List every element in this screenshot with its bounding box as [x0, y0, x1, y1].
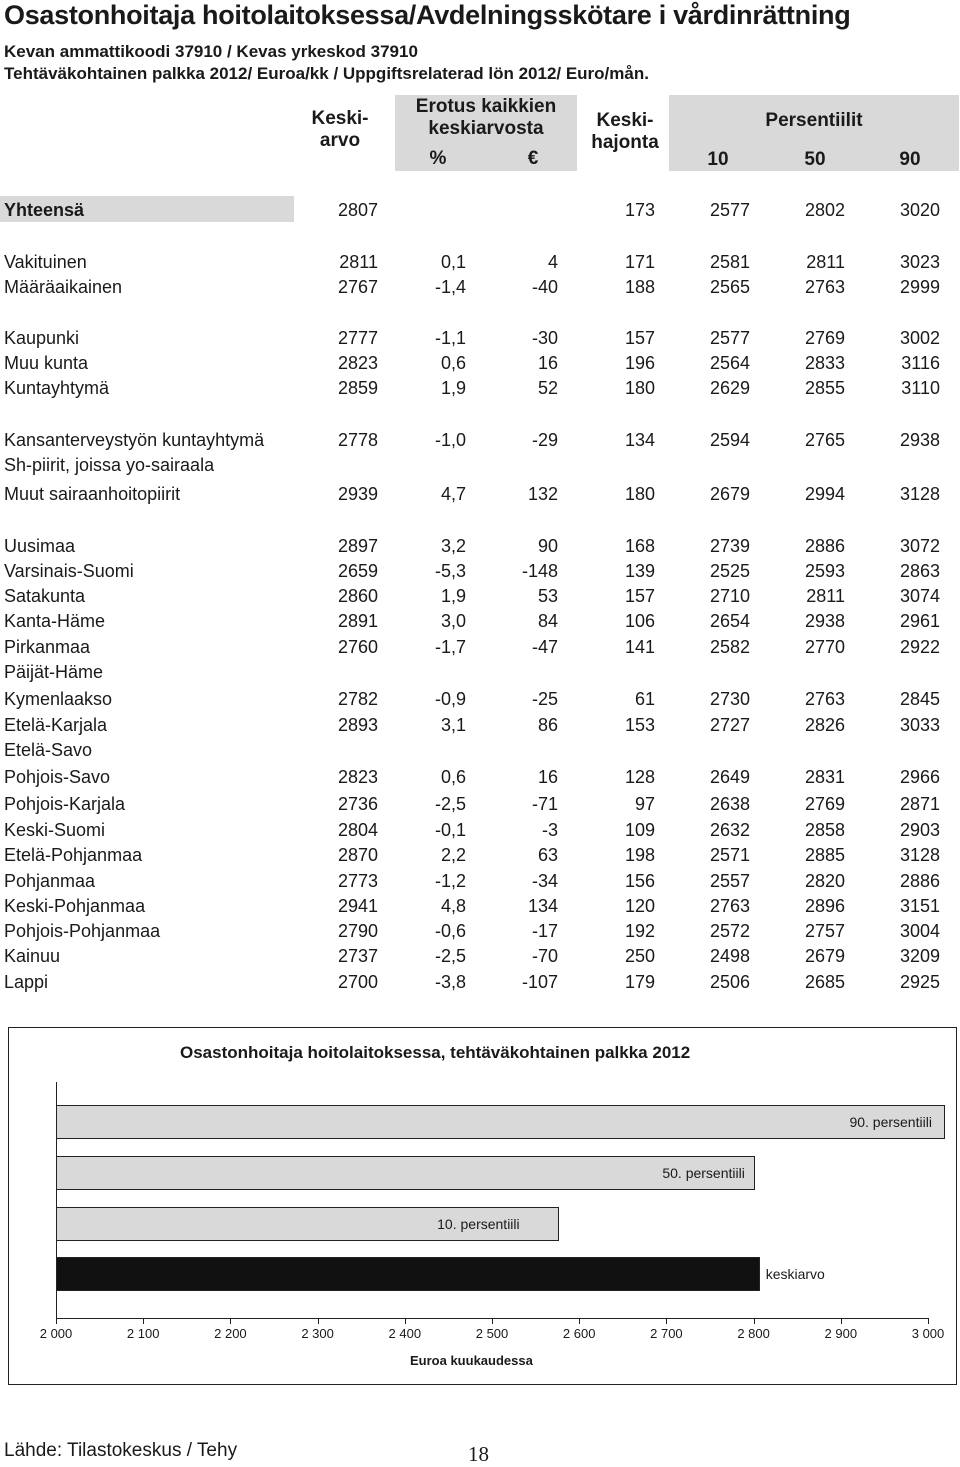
cell-erotus-pct: -0,1 [434, 820, 466, 840]
cell-keskihajonta: 153 [624, 715, 655, 735]
cell-erotus-eur: 132 [527, 484, 558, 504]
cell-p90: 2961 [899, 611, 940, 631]
table-row [0, 792, 960, 816]
bar-label-1: 50. persentiili [662, 1165, 745, 1181]
cell-keskihajonta: 141 [624, 637, 655, 657]
x-tick [492, 1318, 493, 1324]
cell-keskihajonta: 188 [624, 277, 655, 297]
cell-keskiarvo: 2860 [337, 586, 378, 606]
row-label: Päijät-Häme [4, 662, 104, 682]
cell-keskiarvo: 2778 [337, 430, 378, 450]
cell-keskihajonta: 97 [634, 794, 655, 814]
cell-p10: 2506 [709, 972, 750, 992]
cell-p10: 2739 [709, 536, 750, 556]
chart-x-axis-title: Euroa kuukaudessa [410, 1353, 533, 1368]
cell-erotus-eur: -3 [541, 820, 558, 840]
header-keskiarvo [300, 108, 380, 152]
cell-p90: 3033 [899, 715, 940, 735]
subtitle-occupation-code: Kevan ammattikoodi 37910 / Kevas yrkeskod 37910 [4, 42, 418, 61]
table-row [0, 869, 960, 893]
x-tick-label: 2 300 [301, 1326, 334, 1341]
cell-p50: 2770 [804, 637, 845, 657]
cell-p90: 2925 [899, 972, 940, 992]
cell-keskiarvo: 2737 [337, 946, 378, 966]
cell-p50: 2811 [806, 586, 845, 606]
cell-erotus-eur: -71 [531, 794, 558, 814]
row-label: Etelä-Karjala [4, 715, 108, 735]
cell-p10: 2498 [709, 946, 750, 966]
header-keskihajonta-line1: Keski- [596, 110, 654, 131]
cell-keskihajonta: 106 [624, 611, 655, 631]
cell-keskihajonta: 128 [624, 767, 655, 787]
cell-erotus-pct: -0,6 [434, 921, 466, 941]
cell-p50: 2855 [804, 378, 845, 398]
cell-p90: 2903 [899, 820, 940, 840]
table-row [0, 250, 960, 274]
table-row [0, 765, 960, 789]
cell-erotus-eur: -30 [531, 328, 558, 348]
row-label: Satakunta [4, 586, 86, 606]
row-label: Kuntayhtymä [4, 378, 110, 398]
header-keskihajonta-line2: hajonta [591, 132, 659, 153]
cell-keskihajonta: 157 [624, 328, 655, 348]
table-row [0, 428, 960, 452]
cell-p50: 2765 [804, 430, 845, 450]
cell-p10: 2564 [709, 353, 750, 373]
cell-p10: 2632 [709, 820, 750, 840]
cell-erotus-pct: 3,1 [440, 715, 466, 735]
cell-p10: 2654 [709, 611, 750, 631]
table-row [0, 944, 960, 968]
x-tick-label: 2 000 [39, 1326, 73, 1341]
row-label: Määräaikainen [4, 277, 123, 297]
header-keskihajonta [580, 110, 670, 154]
cell-keskiarvo: 2823 [337, 353, 378, 373]
cell-erotus-pct: 3,2 [440, 536, 466, 556]
cell-erotus-pct: -0,9 [434, 689, 466, 709]
header-p90: 90 [899, 149, 921, 170]
cell-p50: 2679 [804, 946, 845, 966]
header-erotus-line2: keskiarvosta [428, 118, 544, 139]
cell-erotus-pct: 3,0 [440, 611, 466, 631]
x-tick-label: 2 400 [388, 1326, 422, 1341]
cell-erotus-eur: -148 [521, 561, 558, 581]
cell-p10: 2557 [709, 871, 750, 891]
x-tick [318, 1318, 319, 1324]
x-tick-label: 2 500 [475, 1326, 509, 1341]
table-row [0, 687, 960, 711]
row-label: Kainuu [4, 946, 61, 966]
cell-erotus-eur: 134 [527, 896, 558, 916]
cell-keskiarvo: 2804 [337, 820, 378, 840]
cell-p50: 2858 [804, 820, 845, 840]
row-label: Pohjois-Karjala [4, 794, 126, 814]
x-tick-label: 2 900 [824, 1326, 858, 1341]
row-label: Yhteensä [4, 200, 85, 220]
bar-3 [56, 1257, 760, 1291]
cell-keskihajonta: 134 [624, 430, 655, 450]
cell-keskiarvo: 2823 [337, 767, 378, 787]
row-label: Uusimaa [4, 536, 76, 556]
cell-keskiarvo: 2782 [337, 689, 378, 709]
row-label: Varsinais-Suomi [4, 561, 134, 581]
row-label: Pohjois-Pohjanmaa [4, 921, 161, 941]
cell-p10: 2629 [709, 378, 750, 398]
cell-p90: 3116 [901, 353, 940, 373]
cell-p90: 3128 [899, 484, 940, 504]
y-axis-line [56, 1082, 57, 1318]
cell-keskiarvo: 2700 [337, 972, 378, 992]
table-row [0, 482, 960, 506]
cell-keskiarvo: 2790 [337, 921, 378, 941]
cell-keskihajonta: 192 [624, 921, 655, 941]
cell-p50: 2593 [804, 561, 845, 581]
cell-erotus-eur: 52 [537, 378, 558, 398]
cell-p90: 3004 [899, 921, 940, 941]
table-row [0, 198, 960, 222]
table-row [0, 919, 960, 943]
x-tick [928, 1318, 929, 1324]
table-row [0, 970, 960, 994]
table-row [0, 713, 960, 737]
cell-erotus-pct: 4,8 [440, 896, 466, 916]
cell-p90: 2999 [899, 277, 940, 297]
cell-keskiarvo: 2767 [337, 277, 378, 297]
cell-p10: 2581 [709, 252, 750, 272]
cell-p50: 2820 [804, 871, 845, 891]
cell-erotus-pct: -5,3 [434, 561, 466, 581]
row-label: Pirkanmaa [4, 637, 91, 657]
cell-erotus-pct: 0,6 [440, 767, 466, 787]
x-tick [579, 1318, 580, 1324]
row-label: Kansanterveystyön kuntayhtymä [4, 430, 265, 450]
bar-1 [56, 1156, 755, 1190]
table-row [0, 843, 960, 867]
cell-p10: 2572 [709, 921, 750, 941]
cell-keskihajonta: 168 [624, 536, 655, 556]
cell-erotus-eur: -17 [531, 921, 558, 941]
x-tick-label: 2 800 [737, 1326, 770, 1341]
header-p10: 10 [707, 149, 729, 170]
cell-keskihajonta: 180 [624, 378, 655, 398]
cell-keskihajonta: 250 [624, 946, 655, 966]
cell-erotus-eur: 16 [537, 353, 558, 373]
page-number: 18 [468, 1442, 489, 1466]
cell-p50: 2685 [804, 972, 845, 992]
cell-keskihajonta: 171 [624, 252, 655, 272]
cell-p10: 2577 [709, 328, 750, 348]
x-tick-label: 2 100 [126, 1326, 160, 1341]
cell-p90: 2886 [899, 871, 940, 891]
cell-p50: 2757 [804, 921, 845, 941]
cell-p10: 2594 [709, 430, 750, 450]
cell-erotus-pct: 0,1 [440, 252, 466, 272]
table-row [0, 275, 960, 299]
header-euro: € [527, 148, 539, 169]
table-row [0, 453, 960, 477]
cell-erotus-pct: -1,2 [434, 871, 466, 891]
x-tick [666, 1318, 667, 1324]
cell-erotus-pct: 2,2 [440, 845, 466, 865]
row-label: Pohjois-Savo [4, 767, 111, 787]
cell-keskiarvo: 2773 [337, 871, 378, 891]
row-label: Vakituinen [4, 252, 87, 272]
cell-p90: 3072 [899, 536, 940, 556]
cell-p50: 2769 [804, 794, 845, 814]
header-erotus-line1: Erotus kaikkien [415, 96, 557, 117]
table-row [0, 376, 960, 400]
table-row [0, 609, 960, 633]
bar-0 [56, 1105, 945, 1139]
x-tick-label: 2 200 [214, 1326, 247, 1341]
cell-p90: 3074 [899, 586, 940, 606]
table-row [0, 660, 960, 684]
table-row [0, 738, 960, 762]
cell-p50: 2769 [804, 328, 845, 348]
cell-p90: 2938 [899, 430, 940, 450]
cell-p10: 2638 [709, 794, 750, 814]
header-keskiarvo-line2: arvo [319, 130, 361, 151]
cell-erotus-eur: -34 [531, 871, 558, 891]
cell-keskiarvo: 2659 [337, 561, 378, 581]
cell-erotus-pct: -2,5 [434, 794, 466, 814]
cell-erotus-eur: 90 [537, 536, 558, 556]
row-label: Muu kunta [4, 353, 89, 373]
header-keskiarvo-line1: Keski- [311, 108, 369, 129]
row-label: Kanta-Häme [4, 611, 106, 631]
cell-erotus-eur: -47 [531, 637, 558, 657]
row-label: Kaupunki [4, 328, 80, 348]
row-label: Keski-Pohjanmaa [4, 896, 146, 916]
cell-erotus-eur: -70 [531, 946, 558, 966]
cell-erotus-pct: -1,4 [434, 277, 466, 297]
cell-p10: 2649 [709, 767, 750, 787]
cell-p50: 2831 [804, 767, 845, 787]
cell-p50: 2938 [804, 611, 845, 631]
table-row [0, 559, 960, 583]
cell-erotus-eur: -107 [521, 972, 558, 992]
header-persentiilit: Persentiilit [765, 110, 863, 131]
row-label: Kymenlaakso [4, 689, 113, 709]
cell-keskihajonta: 109 [624, 820, 655, 840]
cell-p10: 2710 [709, 586, 750, 606]
cell-p10: 2565 [709, 277, 750, 297]
cell-p10: 2582 [709, 637, 750, 657]
cell-p50: 2763 [804, 689, 845, 709]
cell-p50: 2811 [806, 252, 845, 272]
cell-p90: 3110 [901, 378, 940, 398]
cell-keskiarvo: 2897 [337, 536, 378, 556]
row-label: Etelä-Savo [4, 740, 93, 760]
cell-p90: 2922 [899, 637, 940, 657]
cell-p90: 2871 [899, 794, 940, 814]
x-tick [56, 1318, 57, 1324]
cell-p50: 2763 [804, 277, 845, 297]
row-label: Lappi [4, 972, 49, 992]
cell-keskihajonta: 180 [624, 484, 655, 504]
cell-p50: 2885 [804, 845, 845, 865]
cell-p10: 2571 [709, 845, 750, 865]
cell-erotus-eur: -29 [531, 430, 558, 450]
cell-p10: 2679 [709, 484, 750, 504]
cell-p90: 2966 [899, 767, 940, 787]
cell-p10: 2577 [709, 200, 750, 220]
cell-keskiarvo: 2807 [337, 200, 378, 220]
x-tick-label: 2 700 [650, 1326, 683, 1341]
table-row [0, 894, 960, 918]
cell-p90: 3023 [899, 252, 940, 272]
cell-keskiarvo: 2811 [339, 252, 378, 272]
cell-erotus-pct: 4,7 [440, 484, 466, 504]
x-tick [754, 1318, 755, 1324]
cell-p50: 2802 [804, 200, 845, 220]
cell-erotus-pct: -3,8 [434, 972, 466, 992]
x-tick-label: 2 600 [562, 1326, 596, 1341]
cell-keskiarvo: 2939 [337, 484, 378, 504]
row-label: Muut sairaanhoitopiirit [4, 484, 181, 504]
cell-p90: 3002 [899, 328, 940, 348]
bar-label-0: 90. persentiili [849, 1114, 932, 1130]
cell-keskiarvo: 2859 [337, 378, 378, 398]
cell-p90: 2845 [899, 689, 940, 709]
cell-keskihajonta: 173 [624, 200, 655, 220]
cell-erotus-eur: 53 [537, 586, 558, 606]
x-tick [143, 1318, 144, 1324]
subtitle-salary-type: Tehtäväkohtainen palkka 2012/ Euroa/kk / Uppgiftsrelaterad lön 2012/ Euro/mån. [4, 64, 649, 83]
cell-erotus-eur: 86 [537, 715, 558, 735]
row-label: Sh-piirit, joissa yo-sairaala [4, 455, 215, 475]
x-tick [230, 1318, 231, 1324]
source-note: Lähde: Tilastokeskus / Tehy [4, 1440, 238, 1461]
row-label: Pohjanmaa [4, 871, 96, 891]
cell-erotus-pct: -2,5 [434, 946, 466, 966]
table-row [0, 534, 960, 558]
header-erotus [395, 96, 577, 140]
x-tick [405, 1318, 406, 1324]
bar-label-2: 10. persentiili [437, 1216, 520, 1232]
cell-p50: 2826 [804, 715, 845, 735]
cell-keskiarvo: 2870 [337, 845, 378, 865]
cell-erotus-pct: 1,9 [440, 378, 466, 398]
cell-p10: 2730 [709, 689, 750, 709]
cell-erotus-eur: 84 [537, 611, 558, 631]
bar-label-3: keskiarvo [765, 1266, 825, 1282]
cell-p50: 2886 [804, 536, 845, 556]
table-row [0, 326, 960, 350]
cell-erotus-pct: 1,9 [440, 586, 466, 606]
x-tick [841, 1318, 842, 1324]
cell-p90: 3128 [899, 845, 940, 865]
header-p50: 50 [804, 149, 826, 170]
chart-title: Osastonhoitaja hoitolaitoksessa, tehtäväkohtainen palkka 2012 [180, 1043, 691, 1062]
table-row [0, 351, 960, 375]
cell-erotus-pct: -1,0 [434, 430, 466, 450]
cell-p10: 2763 [709, 896, 750, 916]
cell-p90: 3209 [899, 946, 940, 966]
cell-p90: 3020 [899, 200, 940, 220]
cell-keskiarvo: 2893 [337, 715, 378, 735]
cell-keskihajonta: 196 [624, 353, 655, 373]
cell-p10: 2727 [709, 715, 750, 735]
cell-keskihajonta: 156 [624, 871, 655, 891]
cell-p50: 2994 [804, 484, 845, 504]
cell-keskiarvo: 2941 [337, 896, 378, 916]
page-title: Osastonhoitaja hoitolaitoksessa/Avdelningsskötare i vårdinrättning [4, 0, 851, 30]
cell-p50: 2896 [804, 896, 845, 916]
cell-keskiarvo: 2891 [337, 611, 378, 631]
table-row [0, 818, 960, 842]
cell-keskihajonta: 61 [634, 689, 655, 709]
row-label: Etelä-Pohjanmaa [4, 845, 143, 865]
cell-p90: 3151 [899, 896, 940, 916]
cell-keskiarvo: 2736 [337, 794, 378, 814]
cell-p10: 2525 [709, 561, 750, 581]
cell-erotus-pct: -1,1 [434, 328, 466, 348]
cell-keskihajonta: 179 [624, 972, 655, 992]
cell-p90: 2863 [899, 561, 940, 581]
cell-keskihajonta: 157 [624, 586, 655, 606]
header-percent: % [429, 148, 447, 169]
cell-keskihajonta: 139 [624, 561, 655, 581]
table-row [0, 584, 960, 608]
x-tick-label: 3 000 [911, 1326, 945, 1341]
cell-keskiarvo: 2777 [337, 328, 378, 348]
row-label: Keski-Suomi [4, 820, 106, 840]
table-row [0, 635, 960, 659]
cell-keskihajonta: 198 [624, 845, 655, 865]
cell-erotus-pct: -1,7 [434, 637, 466, 657]
cell-keskiarvo: 2760 [337, 637, 378, 657]
cell-erotus-eur: 63 [537, 845, 558, 865]
cell-erotus-pct: 0,6 [440, 353, 466, 373]
cell-erotus-eur: 4 [547, 252, 558, 272]
cell-keskihajonta: 120 [624, 896, 655, 916]
cell-erotus-eur: 16 [537, 767, 558, 787]
cell-erotus-eur: -40 [531, 277, 558, 297]
cell-erotus-eur: -25 [531, 689, 558, 709]
cell-p50: 2833 [804, 353, 845, 373]
